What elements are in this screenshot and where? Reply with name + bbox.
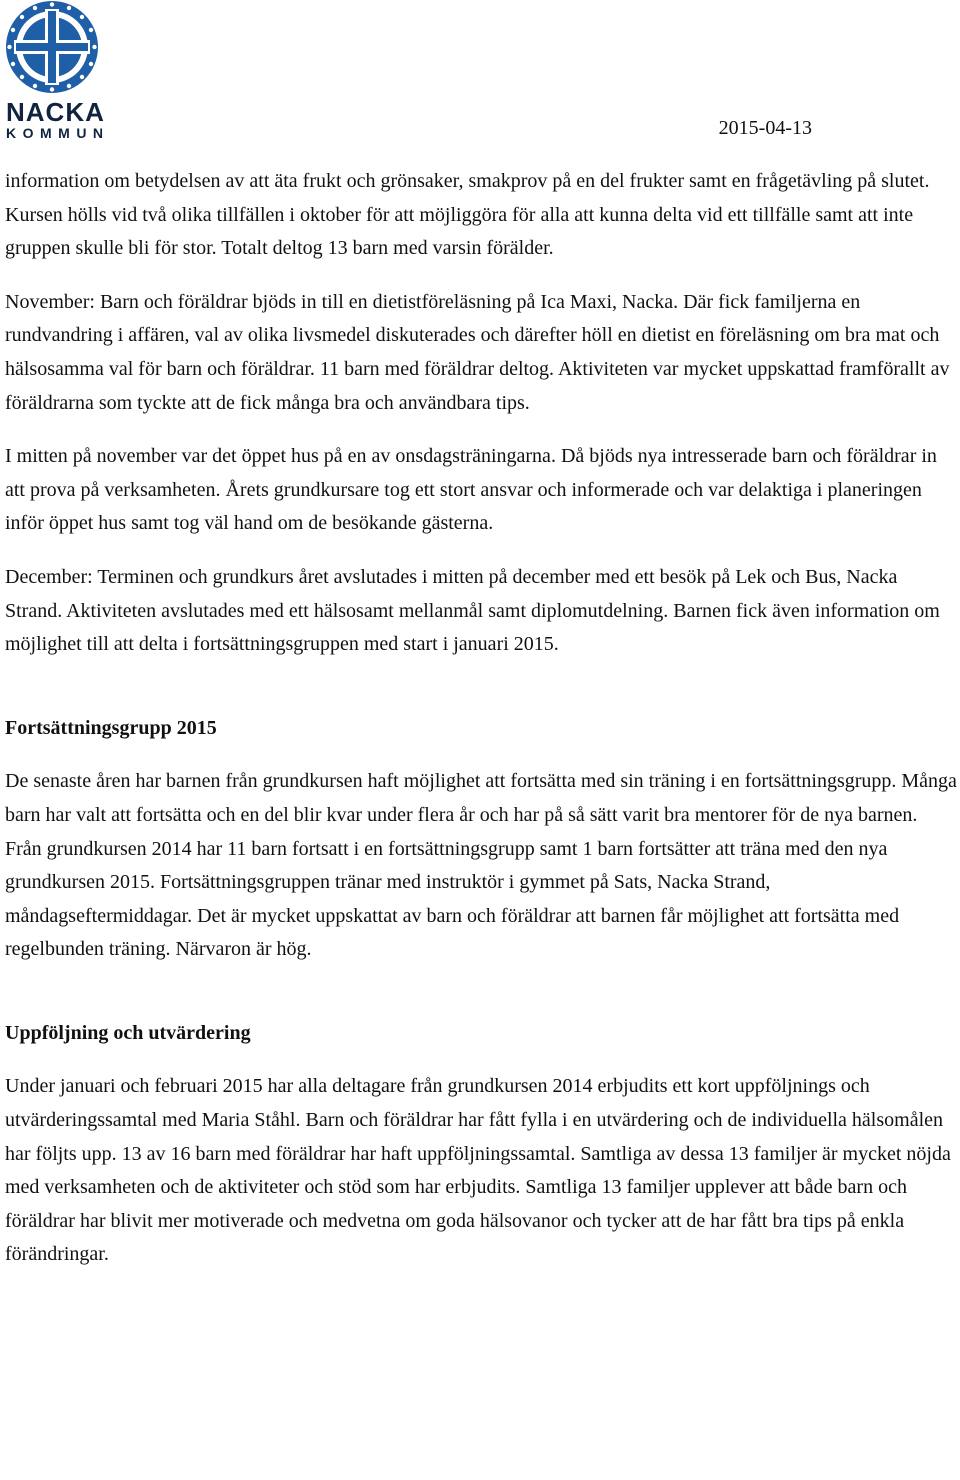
document-date: 2015-04-13	[718, 117, 812, 139]
nacka-kommun-logo	[2, 0, 130, 140]
paragraph-december: December: Terminen och grundkurs året avslutades i mitten på december med ett besök på Lek och Bus, Nacka Strand. Aktiviteten avslutades med ett hälsosamt mellanmål samt diplomutdelning. Barnen fick även information om möjlighet till att delta i fortsättningsgruppen med start i januari 2015.	[5, 565, 940, 656]
logo-wordmark	[6, 99, 130, 140]
document-body	[5, 165, 957, 1292]
section-spacer	[5, 682, 957, 712]
section-spacer	[5, 987, 957, 1017]
paragraph-open-house: I mitten på november var det öppet hus på en av onsdagsträningarna. Då bjöds nya intresserade barn och föräldrar in att prova på verksamheten. Årets grundkursare tog ett stort ansvar och informerade och var delaktiga i planeringen inför öppet hus samt tog väl hand om de besökande gästerna.	[5, 445, 937, 535]
logo-name: NACKA	[6, 97, 105, 127]
page-header	[0, 0, 960, 150]
heading-fortsattningsgrupp: Fortsättningsgrupp 2015	[5, 716, 217, 739]
paragraph-november: November: Barn och föräldrar bjöds in till en dietistföreläsning på Ica Maxi, Nacka. Där fick familjerna en rundvandring i affären, val av olika livsmedel diskuterades och därefter höll en dietist en föreläsning om bra mat och hälsosamma val för barn och föräldrar. 11 barn med föräldrar deltog. Aktiviteten var mycket uppskattad framförallt av föräldrarna som tyckte att de fick många bra och användbara tips.	[5, 290, 950, 414]
paragraph-fortsattningsgrupp: De senaste åren har barnen från grundkursen haft möjlighet att fortsätta med sin träning i en fortsättningsgrupp. Många barn har valt att fortsätta och en del blir kvar under flera år och har på så sätt varit bra mentorer för de nya barnen. Från grundkursen 2014 har 11 barn fortsatt i en fortsättningsgrupp samt 1 barn fortsätter att träna med den nya grundkursen 2015. Fortsättningsgruppen tränar med instruktör i gymmet på Sats, Nacka Strand, måndagseftermiddagar. Det är mycket uppskattat av barn och föräldrar att barnen får möjlighet att fortsätta med regelbunden träning. Närvaron är hög.	[5, 770, 957, 961]
paragraph-intro: information om betydelsen av att äta frukt och grönsaker, smakprov på en del frukter samt en frågetävling på slutet. Kursen hölls vid två olika tillfällen i oktober för att möjliggöra för alla att kunna delta vid ett tillfälle samt att inte gruppen skulle bli för stor. Totalt deltog 13 barn med varsin förälder.	[5, 170, 930, 260]
paragraph-uppfoljning: Under januari och februari 2015 har alla deltagare från grundkursen 2014 erbjudits ett kort uppföljnings och utvärderingssamtal med Maria Ståhl. Barn och föräldrar har fått fylla i en utvärdering och de individuella hälsomålen har följts upp. 13 av 16 barn med föräldrar har haft uppföljningssamtal. Samtliga av dessa 13 familjer är mycket nöjda med verksamheten och de aktiviteter och stöd som har erbjudits. Samtliga 13 familjer upplever att både barn och föräldrar har blivit mer motiverade och medvetna om goda hälsovanor och tycker att de har fått bra tips på enkla förändringar.	[5, 1075, 951, 1266]
heading-uppfoljning: Uppföljning och utvärdering	[5, 1021, 251, 1044]
nacka-emblem-icon	[2, 0, 130, 100]
logo-subname: KOMMUN	[6, 125, 110, 141]
